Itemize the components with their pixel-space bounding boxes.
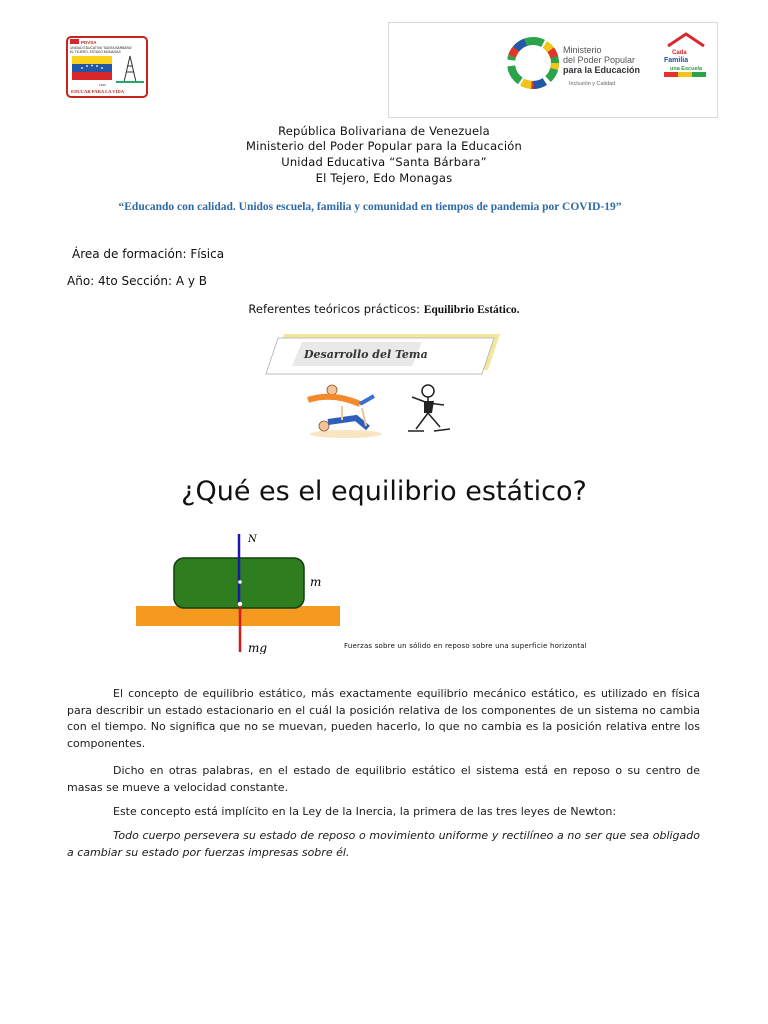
- header-school: Unidad Educativa “Santa Bárbara”: [281, 155, 487, 169]
- ministry-emblem-icon: [505, 35, 561, 91]
- contact-point-dot: [238, 602, 242, 606]
- reference-topic: Equilibrio Estático.: [423, 304, 520, 316]
- logo-motto: EDUCAR PARA LA VIDA: [71, 89, 125, 94]
- header-location: El Tejero, Edo Monagas: [315, 171, 453, 185]
- ministry-name: [563, 45, 640, 75]
- surface: [136, 606, 340, 626]
- area-label: Área de formación: Física: [72, 247, 225, 261]
- label-mass: m: [310, 575, 322, 589]
- ministry-line-1: Ministerio: [563, 45, 602, 55]
- motto: “Educando con calidad. Unidos escuela, familia y comunidad en tiempos de pandemia por COVID-19”: [118, 201, 622, 213]
- force-diagram: [136, 534, 346, 654]
- paragraph-3: Este concepto está implícito en la Ley de la Inercia, la primera de las tres leyes de Newton:: [113, 805, 617, 818]
- reference-line: [0, 302, 768, 316]
- label-weight: mg: [248, 641, 268, 654]
- paragraph-1: El concepto de equilibrio estático, más exactamente equilibrio mecánico estático, es utilizado en física para describir un estado estacionario en el cuál la posición relativa de los componentes de un sistema no cambia con el tiempo. No significa que no se muevan, pueden hacerlo, lo que no cambia es la posición relativa entre los componentes.: [67, 687, 700, 750]
- page-title: ¿Qué es el equilibrio estático?: [181, 476, 587, 507]
- cfe-line-3: una Escuela: [670, 66, 703, 72]
- logo-name-line-1: UNIDAD EDUCATIVA "SANTA BÁRBARA": [70, 46, 133, 50]
- section-banner-text: Desarrollo del Tema: [304, 348, 428, 361]
- paragraph-2: Dicho en otras palabras, en el estado de equilibrio estático el sistema está en reposo o su centro de masas se mueve a velocidad constante.: [67, 764, 700, 794]
- reference-label: Referentes teóricos prácticos:: [248, 302, 421, 316]
- header-ministry: Ministerio del Poder Popular para la Educación: [245, 139, 523, 153]
- ministry-tagline: Inclusión y Calidad: [569, 81, 616, 87]
- header-country: República Bolivariana de Venezuela: [278, 124, 490, 138]
- school-logo: [66, 36, 148, 98]
- logo-brand-text: PDVSA: [81, 40, 97, 45]
- logo-year: 1960: [99, 83, 106, 87]
- section-banner: [262, 330, 506, 376]
- stick-figure-illustration: [404, 383, 452, 435]
- cfe-line-2: Familia: [664, 57, 689, 64]
- label-normal: N: [248, 534, 257, 545]
- kids-balance-illustration: [302, 382, 390, 440]
- ministry-line-2: del Poder Popular: [563, 55, 636, 65]
- ministry-line-3: para la Educación: [563, 65, 641, 75]
- diagram-caption: Fuerzas sobre un sólido en reposo sobre una superficie horizontal: [344, 642, 587, 650]
- year-section-label: Año: 4to Sección: A y B: [67, 274, 208, 288]
- logo-name-line-2: EL TEJERO, ESTADO MONAGAS: [70, 50, 121, 54]
- newton-quote: Todo cuerpo persevera su estado de reposo o movimiento uniforme y rectilíneo a no ser que sea obligado a cambiar su estado por fuerzas impresas sobre él.: [67, 829, 700, 859]
- cada-familia-logo: [660, 30, 712, 80]
- cfe-line-1: Cada: [672, 50, 687, 56]
- center-of-mass-dot: [238, 580, 242, 584]
